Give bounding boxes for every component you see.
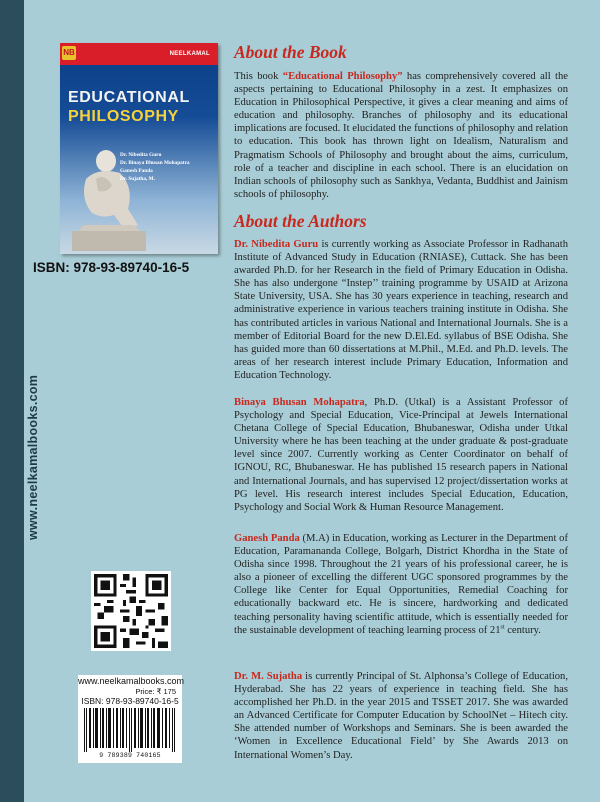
- author-bio-2: Binaya Bhusan Mohapatra, Ph.D. (Utkal) is a Assistant Professor of Psychology and Special Education, Vice-Principal at Jewels International Chetana College of Special Education, Bhubaneswar, Odisha under Utkal University where he has been teaching at the under graduate & post-graduate level since 2007. Currently working as Center Coordinator on behalf of IGNOU, RC, Bhubaneswar. He has published 15 research papers in National and International Journals, and has supervised 12 project/dissertation works at PG level. His research interest includes Special Education, Education, Psychology and Social Work & Human Resource Management.: [234, 397, 568, 513]
- front-cover-thumbnail: [60, 43, 218, 254]
- price-label: Price: ₹ 175: [135, 687, 176, 696]
- author-name: Dr. Nibedita Guru: [234, 239, 319, 250]
- author-bio-3: Ganesh Panda (M.A) in Education, working as Lecturer in the Department of Education, Paramananda College, Bolgarh, District Khordha in the State of Odisha since 1998. Throughout the 21 years of his professional career, he is also a pioneer of excelling the different UGC sponsored programmes by the College like Center for Equal Opportunities, Remedial Coaching for educationally backward etc. He is sincere, hardworking and dedicated teaching personality having scientific attitude, which is essentially needed for the sustainable development of teaching learning process of 21st century.: [234, 533, 568, 636]
- barcode-url: www.neelkamalbooks.com: [78, 676, 185, 686]
- cover-author: Dr. Binaya Bhusan Mohapatra: [120, 160, 190, 166]
- cover-title-line2: PHILOSOPHY: [68, 108, 179, 125]
- isbn-label: ISBN: 978-93-89740-16-5: [33, 260, 190, 275]
- about-book-text: This book “Educational Philosophy” has comprehensively covered all the aspects pertaining to Educational Philosophy in a zest. It emphasizes on Education in Philosophical Perspective, it gives a clear meaning and aims of education and philosophy. Branches of philosophy and its educational implications are focused. It elucidated the functions of philosophy and relation to education. This book has thrown light on Idealism, Naturalism and Pragmatism Schools of Philosophy and brought about the aims, curriculum, role of a teacher and discipline in each school. There is an elucidation on Indian schools of philosophy such as Sankhya, Vedanta, Buddhist and Jainism schools of philosophy.: [234, 71, 568, 200]
- author-name: Ganesh Panda: [234, 533, 300, 544]
- author-bio-1: Dr. Nibedita Guru is currently working as Associate Professor in Radhanath Institute of Advanced Study in Education (RNIASE), Cuttack. She has been awarded Ph.D. for her Research in the field of Primary Education in Odisha. She has also undergone “Instep’’ training programme by USAID at Arizona State University, USA. She has 30 years experience in teaching, research and administrative experience in various teachers training institute in Odisha. She has contributed articles in various National and International Journals. She is a member of Editorial Board for the new D.El.Ed. syllabus of BSE Odisha. She has guided more than 60 dissertations at M.Phil., M.Ed. and Ph.D. levels. The areas of her research interest include Primary Education, Information and Education Technology.: [234, 239, 568, 381]
- qr-code-icon: [91, 571, 171, 651]
- book-title-highlight: “Educational Philosophy”: [282, 71, 403, 82]
- spine-url: www.neelkamalbooks.com: [26, 374, 40, 540]
- barcode-icon: [83, 708, 177, 752]
- cover-title-line1: EDUCATIONAL: [68, 89, 190, 106]
- cover-author: Dr. Sujatha, M.: [120, 176, 155, 182]
- cover-authors: [120, 151, 190, 183]
- cover-author: Ganesh Panda: [120, 168, 153, 174]
- author-name: Dr. M. Sujatha: [234, 671, 303, 682]
- barcode-block: [78, 675, 185, 763]
- cover-publisher: NEELKAMAL: [169, 51, 210, 57]
- barcode-isbn: ISBN: 978-93-89740-16-5: [81, 696, 179, 706]
- spine-band: [0, 0, 24, 802]
- cover-author: Dr. Nibedita Guru: [120, 152, 162, 158]
- about-book-heading: About the Book: [234, 42, 347, 62]
- author-bio-4: Dr. M. Sujatha is currently Principal of St. Alphonsa’s College of Education, Hyderabad. She has 22 years of experience in teaching field. She has accomplished her Ph.D. in the year 2015 and TSSET 2017. She was awarded an Advanced Certificate for Computer Education by SchoolNet – Hitech city. She attended number of Workshops and Seminars. She is been awarded the ‘Women in Excellence Educational Field’ by She Awards 2013 on International Women’s Day.: [234, 671, 568, 761]
- barcode-digits: 9 789389 740165: [99, 752, 161, 759]
- about-authors-heading: About the Authors: [234, 211, 367, 231]
- author-name: Binaya Bhusan Mohapatra: [234, 397, 365, 408]
- publisher-logo-icon: NB: [62, 46, 76, 60]
